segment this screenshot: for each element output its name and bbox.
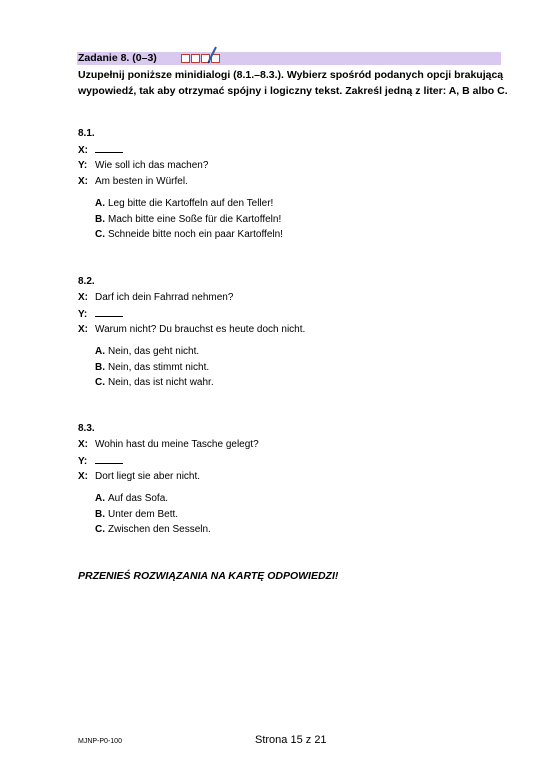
option-c[interactable] [95,375,305,391]
option-letter: A. [95,198,105,209]
answer-blank [95,306,123,317]
task-instruction: Uzupełnij poniższe minidialogi (8.1.–8.3.). Wybierz spośród podanych opcji brakującą wypowiedź, tak aby otrzymać spójny i logiczny tekst. Zakreśl jedną z liter: A, B albo C. [78,69,508,97]
score-box [181,54,190,63]
section-number: 8.1. [78,128,95,139]
dialogue-line [78,158,283,174]
answer-options [78,491,259,538]
option-letter: C. [95,524,105,535]
dialogue-text: Dort liegt sie aber nicht. [95,471,201,482]
option-letter: B. [95,213,105,225]
dialogue-text: Wie soll ich das machen? [95,160,209,171]
speaker-label: X: [78,292,88,303]
option-text: Leg bitte die Kartoffeln auf den Teller! [108,198,274,209]
speaker-label: X: [78,145,88,156]
section-number: 8.2. [78,276,95,287]
option-text: Nein, das stimmt nicht. [108,361,210,373]
option-text: Unter dem Bett. [108,508,179,520]
dialogue-line [78,453,259,469]
dialogue-line [78,322,305,338]
option-text: Zwischen den Sesseln. [108,524,211,535]
dialogue-section-8-2 [78,274,305,391]
speaker-label: X: [78,471,88,482]
option-letter: B. [95,361,105,373]
speaker-label: Y: [78,309,88,320]
exam-code: MJNP-P0-100 [78,738,122,745]
option-text: Nein, das geht nicht. [108,346,200,357]
dialogue-line [78,469,259,485]
option-letter: C. [95,377,105,388]
option-b[interactable] [95,212,283,228]
answer-blank [95,453,123,464]
dialogue-text: Wohin hast du meine Tasche gelegt? [95,439,259,450]
option-text: Schneide bitte noch ein paar Kartoffeln! [108,229,283,240]
option-text: Nein, das ist nicht wahr. [108,377,214,388]
option-c[interactable] [95,522,259,538]
option-letter: A. [95,346,105,357]
dialogue-text: Darf ich dein Fahrrad nehmen? [95,292,234,303]
speaker-label: Y: [78,160,88,171]
dialogue-text: Warum nicht? Du brauchst es heute doch nicht. [95,324,306,335]
dialogue-line [78,290,305,306]
dialogue-section-8-3 [78,421,259,538]
dialogue-line [78,306,305,322]
transfer-answers-note: PRZENIEŚ ROZWIĄZANIA NA KARTĘ ODPOWIEDZI! [78,570,339,582]
pencil-icon [207,46,217,64]
dialogue-text: Am besten in Würfel. [95,176,188,187]
option-b[interactable] [95,360,305,376]
option-a[interactable] [95,491,259,507]
option-a[interactable] [95,344,305,360]
answer-options [78,196,283,243]
speaker-label: X: [78,439,88,450]
option-letter: A. [95,493,105,504]
speaker-label: X: [78,176,88,187]
task-title: Zadanie 8. (0–3) [78,52,157,64]
option-text: Mach bitte eine Soße für die Kartoffeln! [108,213,282,225]
option-letter: C. [95,229,105,240]
answer-options [78,344,305,391]
option-c[interactable] [95,227,283,243]
speaker-label: X: [78,324,88,335]
option-b[interactable] [95,507,259,523]
dialogue-line [78,437,259,453]
page-number: Strona 15 z 21 [255,734,327,746]
option-a[interactable] [95,196,283,212]
speaker-label: Y: [78,456,88,467]
answer-blank [95,142,123,153]
option-letter: B. [95,508,105,520]
dialogue-line [78,174,283,190]
score-box [191,54,200,63]
section-number: 8.3. [78,423,95,434]
dialogue-line [78,142,283,158]
dialogue-section-8-1 [78,126,283,243]
option-text: Auf das Sofa. [108,493,169,504]
